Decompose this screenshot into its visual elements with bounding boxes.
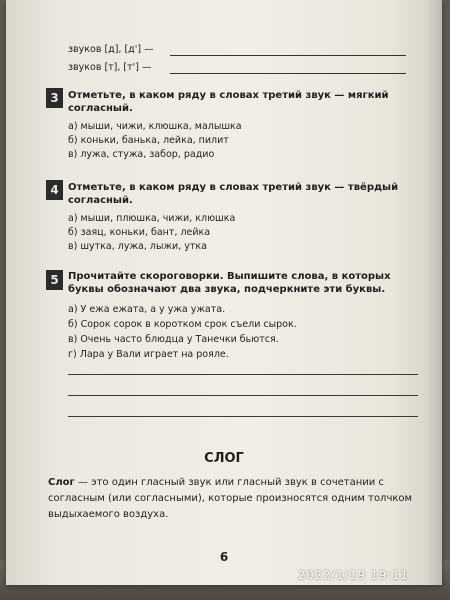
definition-term: Слог	[48, 477, 75, 488]
workbook-page	[6, 0, 442, 585]
answer-writing-line[interactable]	[68, 416, 418, 417]
answer-option[interactable]: а) мыши, плюшка, чижи, клюшка	[68, 213, 236, 224]
tongue-twister: г) Лара у Вали играет на рояле.	[68, 349, 229, 360]
task-number-badge: 3	[46, 88, 63, 108]
answer-option[interactable]: б) заяц, коньки, бант, лейка	[68, 227, 211, 238]
photo-timestamp: 2022/1/19 19:11	[298, 568, 409, 582]
task-title-line: согласный.	[68, 195, 133, 206]
fill-line-t[interactable]	[170, 73, 406, 74]
answer-option[interactable]: а) мыши, чижи, клюшка, малышка	[68, 121, 242, 132]
task-title-line: Прочитайте скороговорки. Выпишите слова, в которых	[68, 271, 391, 282]
task-number-badge: 4	[46, 180, 63, 200]
answer-writing-line[interactable]	[68, 395, 418, 396]
definition-line: согласным (или согласными), которые произносятся одним толчком	[48, 493, 413, 504]
page-number: 6	[219, 550, 229, 564]
definition-line: выдыхаемого воздуха.	[48, 509, 169, 520]
tongue-twister: а) У ежа ежата, а у ужа ужата.	[68, 304, 226, 315]
answer-option[interactable]: б) коньки, банька, лейка, пилит	[68, 135, 229, 146]
task-title-line: Отметьте, в каком ряду в словах третий звук — мягкий	[68, 90, 389, 101]
definition-text: — это один гласный звук или гласный звук в сочетании с	[74, 477, 384, 488]
page-edge-shadow	[426, 0, 442, 585]
tongue-twister: в) Очень часто блюдца у Танечки бьются.	[68, 334, 279, 345]
answer-option[interactable]: в) лужа, стужа, забор, радио	[68, 149, 215, 160]
fill-line-d[interactable]	[170, 55, 406, 56]
task-number-badge: 5	[46, 270, 63, 290]
fill-row-d: звуков [д], [д'] —	[68, 44, 154, 55]
section-heading: СЛОГ	[204, 451, 244, 466]
fill-row-t: звуков [т], [т'] —	[68, 62, 152, 73]
answer-option[interactable]: в) шутка, лужа, лыжи, утка	[68, 241, 207, 252]
task-title-line: Отметьте, в каком ряду в словах третий звук — твёрдый	[68, 182, 399, 193]
task-title-line: буквы обозначают два звука, подчеркните эти буквы.	[68, 284, 386, 295]
answer-writing-line[interactable]	[68, 374, 418, 375]
task-title-line: согласный.	[68, 103, 133, 114]
tongue-twister: б) Сорок сорок в коротком срок съели сырок.	[68, 319, 297, 330]
definition-line	[48, 476, 384, 489]
